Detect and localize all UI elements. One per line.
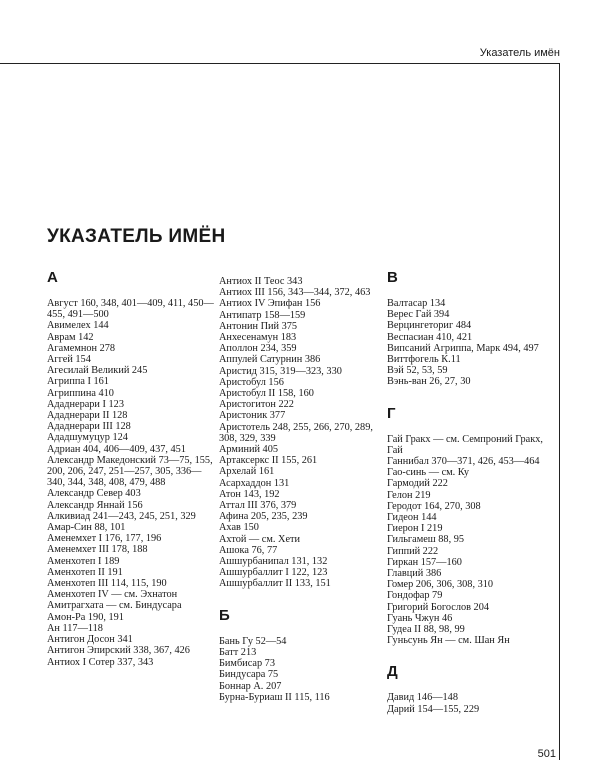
index-entry: Агриппина 410 <box>47 387 114 399</box>
index-entry: Аменхотеп II 191 <box>47 566 123 578</box>
index-entry: Аменхотеп III 114, 115, 190 <box>47 578 167 590</box>
index-entry: Антигон Досон 341 <box>47 634 133 646</box>
index-entry: Антигон Эпирский 338, 367, 426 <box>47 645 190 657</box>
index-entry: Аппулей Сатурнин 386 <box>219 354 321 366</box>
index-entry: Агесилай Великий 245 <box>47 365 148 377</box>
index-entry: Гай Гракх — см. Семпроний Гракх, Гай <box>387 433 543 456</box>
index-entry: Агриппа I 161 <box>47 376 109 388</box>
index-entry: Антонин Пий 375 <box>219 320 298 332</box>
index-entry: Гудеа II 88, 98, 99 <box>387 624 465 636</box>
frame-rule <box>559 63 560 760</box>
index-entry: Веспасиан 410, 421 <box>387 331 473 343</box>
index-entry: Вэй 52, 53, 59 <box>387 365 448 377</box>
index-entry: Август 160, 348, 401—409, 411, 450—455, 491—500 <box>47 298 214 321</box>
page-number: 501 <box>537 748 556 760</box>
index-entry: Гелон 219 <box>387 489 431 501</box>
index-entry: Амон-Ра 190, 191 <box>47 611 124 623</box>
index-entry: Бурна-Буриаш II 115, 116 <box>219 691 330 703</box>
index-entry: Артаксеркс II 155, 261 <box>219 455 318 467</box>
index-entry: Гуань Чжун 46 <box>387 612 453 624</box>
index-entry: Адриан 404, 406—409, 437, 451 <box>47 443 186 455</box>
index-entry: Афина 205, 235, 239 <box>219 511 308 523</box>
index-entry: Аристобул II 158, 160 <box>219 388 314 400</box>
index-entry: Антиох IV Эпифан 156 <box>219 298 321 310</box>
index-entry: Александр Яннай 156 <box>47 499 143 511</box>
section-letter: Б <box>219 606 230 624</box>
section-letter: А <box>47 269 58 286</box>
index-entry: Аттал III 376, 379 <box>219 500 297 512</box>
index-entry: Ададнерари II 128 <box>47 410 128 422</box>
index-entry: Ганнибал 370—371, 426, 453—464 <box>387 456 540 468</box>
index-entry: Ашшурбаллит II 133, 151 <box>219 578 331 590</box>
index-entry: Агамемнон 278 <box>47 342 116 354</box>
index-entry: Дарий 154—155, 229 <box>387 703 480 715</box>
index-entry: Ашока 76, 77 <box>219 544 278 556</box>
index-entry: Ададнерари III 128 <box>47 421 131 433</box>
index-entry: Гиппий 222 <box>387 545 439 557</box>
index-entry: Арминий 405 <box>219 444 279 456</box>
index-entry: Батт 213 <box>219 646 257 658</box>
index-entry: Архелай 161 <box>219 466 275 478</box>
index-entry: Аристобул 156 <box>219 376 284 388</box>
index-entry: Верцингеториг 484 <box>387 320 472 332</box>
index-entry: Аристотель 248, 255, 266, 270, 289, 308, 329, 339 <box>219 421 373 444</box>
index-column-3 <box>387 270 555 715</box>
index-entry: Ан 117—118 <box>47 622 103 634</box>
running-head: Указатель имён <box>479 47 560 59</box>
index-entry: Биндусара 75 <box>219 669 279 681</box>
index-column-2 <box>219 276 387 703</box>
index-entry: Аристид 315, 319—323, 330 <box>219 365 342 377</box>
index-entry: Григорий Богослов 204 <box>387 601 489 613</box>
section-letter: Г <box>387 404 396 422</box>
index-entry: Аменхотеп IV — см. Эхнатон <box>47 589 178 601</box>
index-entry: Главций 386 <box>387 568 442 580</box>
index-entry: Ададшумуцур 124 <box>47 432 128 444</box>
index-entry: Аменхотеп I 189 <box>47 555 120 567</box>
index-entry: Александр Македонский 73—75, 155, 200, 206, 247, 251—257, 305, 336—340, 344, 348, 408, 479, 488 <box>47 454 213 489</box>
index-entry: Асархаддон 131 <box>219 477 290 489</box>
index-entry: Гармодий 222 <box>387 478 448 490</box>
index-entry: Боннар А. 207 <box>219 680 282 692</box>
index-entry: Давид 146—148 <box>387 692 458 704</box>
index-entry: Гиерон I 219 <box>387 523 443 535</box>
index-entry: Виттфогель К.11 <box>387 354 461 366</box>
index-entry: Гомер 206, 306, 308, 310 <box>387 579 494 591</box>
index-entry: Аристогитон 222 <box>219 399 294 411</box>
index-entry: Ашшурбаллит I 122, 123 <box>219 567 328 579</box>
index-entry: Антиох I Сотер 337, 343 <box>47 656 154 668</box>
index-entry: Аристоник 377 <box>219 410 286 422</box>
index-entry: Алкивиад 241—243, 245, 251, 329 <box>47 510 196 522</box>
index-entry: Гильгамеш 88, 95 <box>387 534 465 546</box>
section-letter: Д <box>387 663 398 681</box>
index-entry: Анхесенамун 183 <box>219 332 297 344</box>
index-entry: Авимелех 144 <box>47 320 109 332</box>
index-entry: Геродот 164, 270, 308 <box>387 500 481 512</box>
index-entry: Александр Север 403 <box>47 488 141 500</box>
index-entry: Гидеон 144 <box>387 512 437 524</box>
index-entry: Ададнерари I 123 <box>47 398 124 410</box>
page-title: УКАЗАТЕЛЬ ИМЁН <box>47 226 226 247</box>
index-entry: Ахтой — см. Хети <box>219 533 301 545</box>
index-entry: Випсаний Агриппа, Марк 494, 497 <box>387 342 539 354</box>
index-entry: Бань Гу 52—54 <box>219 635 287 647</box>
index-entry: Антипатр 158—159 <box>219 309 306 321</box>
index-entry: Верес Гай 394 <box>387 309 450 321</box>
index-column-1 <box>47 270 215 668</box>
index-entry: Валтасар 134 <box>387 298 446 309</box>
index-entry: Антиох II Теос 343 <box>219 276 303 287</box>
index-entry: Бимбисар 73 <box>219 658 275 670</box>
index-entry: Атон 143, 192 <box>219 488 280 500</box>
index-entry: Гиркан 157—160 <box>387 556 462 568</box>
index-entry: Гондофар 79 <box>387 590 443 602</box>
index-entry: Аменемхет III 178, 188 <box>47 544 148 556</box>
index-entry: Гао-синь — см. Ку <box>387 467 470 479</box>
index-entry: Амар-Син 88, 101 <box>47 522 126 534</box>
index-entry: Аполлон 234, 359 <box>219 343 297 355</box>
index-entry: Амитрагхата — см. Биндусара <box>47 600 182 612</box>
section-letter: В <box>387 269 398 286</box>
index-entry: Ахав 150 <box>219 522 259 534</box>
index-entry: Гуньсунь Ян — см. Шан Ян <box>387 635 510 647</box>
index-entry: Вэнь-ван 26, 27, 30 <box>387 376 471 388</box>
index-entry: Аврам 142 <box>47 331 94 343</box>
index-entry: Ашшурбанипал 131, 132 <box>219 556 328 568</box>
index-entry: Аменемхет I 176, 177, 196 <box>47 533 162 545</box>
index-entry: Аггей 154 <box>47 354 91 366</box>
header-rule <box>0 63 560 64</box>
index-entry: Антиох III 156, 343—344, 372, 463 <box>219 287 371 299</box>
